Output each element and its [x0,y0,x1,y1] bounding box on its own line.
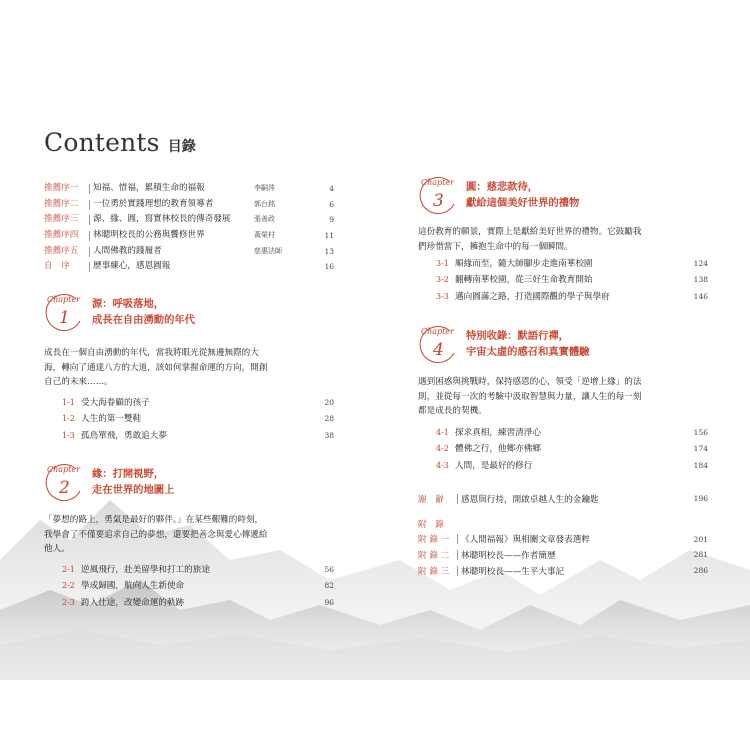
list-item[interactable] [62,411,334,427]
section-title: 翻轉南華校園，從三好生命教育開始 [455,275,593,286]
divider [89,262,90,272]
chapter-title [92,467,174,498]
list-item[interactable] [62,562,334,578]
page-number: 174 [693,444,708,454]
preface-label: 自 序 [44,261,70,272]
section-code: 4-2 [436,444,449,454]
divider [457,550,458,560]
divider [89,215,90,225]
chapter-word: Chapter [47,465,80,474]
list-item[interactable] [44,244,334,260]
section-code: 1-1 [62,398,75,407]
appendix-item-label: 附 錄 一 [418,535,450,546]
list-item[interactable] [418,531,708,547]
intro-line: 成長在一個自由湧動的年代，當我將眼光從無邊無際的大 [44,348,259,358]
section-title: 受大海眷顧的孩子 [81,398,150,408]
list-item[interactable] [436,425,708,441]
preface-title: 知福、惜福，累積生命的福報 [93,183,205,193]
chapter-4-heading[interactable] [418,325,590,365]
chapter-title-line1: 緣：打開視野， [92,468,165,480]
chapter-number: 3 [433,191,444,211]
list-item[interactable] [418,547,708,563]
list-item[interactable] [44,259,334,275]
contents-title [44,128,196,157]
intro-line: 們珍惜當下，擁抱生命中的每一個瞬間。 [418,241,573,252]
section-code: 3-3 [436,291,449,301]
section-title: 體佛之行，他鄉亦佛鄉 [455,444,541,455]
chapter-badge [418,325,458,365]
chapter-title-line1: 源：呼吸落地， [92,298,165,310]
chapter-title [92,297,195,328]
chapter-title-line1: 特別收錄：默語行禪， [466,330,569,342]
chapter-badge [44,463,84,503]
chapter-2-intro [44,513,334,557]
section-title: 逆風飛行，赴美留學和打工的旅途 [81,565,210,575]
list-item[interactable] [44,228,334,244]
page-number: 201 [693,534,708,544]
section-title: 順緣而至，隨大師腳步走進南華校園 [455,259,593,269]
thanks-label: 謝 辭 [418,494,444,505]
divider [457,566,458,576]
page-number: 38 [324,430,334,440]
chapter-word: Chapter [421,327,454,336]
preface-label: 推薦序四 [44,230,79,241]
intro-line: 我學會了不僅要追求自己的夢想，還要把善念與愛心傳遞給 [44,529,268,540]
chapter-number: 1 [59,308,70,328]
intro-line: 則，並從每一次的考驗中汲取智慧與力量，讓人生的每一刻 [418,391,642,402]
section-title: 人生的第一雙鞋 [81,414,142,425]
chapter-3-heading[interactable] [418,176,579,216]
divider [457,534,458,544]
list-item[interactable] [62,428,334,444]
page-number: 82 [324,581,334,591]
page-number: 11 [324,231,334,241]
chapter-4-intro [418,375,708,419]
page-number: 6 [329,199,334,209]
chapter-word: Chapter [47,295,80,304]
appendix-item-label: 附 錄 三 [418,566,450,577]
page-number: 56 [324,565,334,574]
thanks-title: 感恩與行持，開啟卓越人生的金鑰匙 [461,494,599,505]
title-english: Contents [44,128,160,157]
preface-label: 推薦序五 [44,245,79,256]
preface-author: 黃榮村 [254,231,275,240]
preface-author: 張善政 [254,215,275,224]
divider [89,200,90,210]
chapter-title-line2: 成長在自由湧動的年代 [92,313,195,326]
page-number: 13 [324,246,334,256]
intro-line: 「夢想的路上，勇氣是最好的夥伴。」在某些艱難的時刻， [44,515,264,525]
list-item[interactable] [418,563,708,579]
page-number: 4 [329,184,334,193]
chapter-1-heading[interactable] [44,293,195,333]
preface-author: 郭台銘 [254,199,275,208]
appendix-title: 《人間福報》與相關文章發表選粹 [461,535,590,546]
preface-title: 林聰明校長的公務與饗修世界 [93,230,205,241]
list-item[interactable] [44,212,334,228]
section-code: 1-2 [62,414,75,424]
chapter-title-line1: 圓：慈悲款待， [466,181,539,193]
chapter-title [466,180,579,211]
page-number: 156 [693,428,708,437]
thanks-item[interactable] [418,491,708,507]
chapter-1-sections [62,395,334,444]
page-number: 9 [329,215,334,225]
section-code: 4-3 [436,460,449,470]
page-number: 184 [693,460,708,470]
section-code: 3-2 [436,275,449,285]
section-title: 跨入仕途，改變命運的軌跡 [81,597,185,608]
intro-line: 他人。 [44,544,70,555]
page-number: 286 [693,566,708,576]
list-item[interactable] [62,395,334,411]
list-item[interactable] [436,256,708,272]
chapter-3-sections [436,256,708,305]
page-number: 196 [693,494,708,504]
list-item[interactable] [44,197,334,213]
section-code: 2-3 [62,597,75,607]
section-title: 人間，是最好的修行 [455,460,533,471]
section-title: 探求真相，練習清淨心 [455,428,541,438]
divider [89,247,90,257]
back-matter [418,491,708,578]
intro-line: 這份教育的願景，實際上是獻給美好世界的禮物。它鼓勵我 [418,227,642,237]
appendix-title: 林聰明校長——生平大事記 [461,566,565,577]
intro-line: 都是成長的契機。 [418,406,487,417]
chapter-1-intro [44,346,334,390]
preface-list [44,181,334,275]
title-chinese: 目錄 [167,139,196,155]
section-code: 4-1 [436,428,449,437]
list-item[interactable] [436,458,708,474]
preface-title: 源、緣、圓，寫實林校長的傳奇發展 [93,214,231,225]
appendix-item-label: 附 錄 二 [418,550,450,561]
chapter-badge [44,293,84,333]
page-number: 146 [693,291,708,301]
chapter-title [466,329,590,360]
preface-label: 推薦序三 [44,214,79,225]
list-item[interactable] [44,181,334,197]
intro-line: 遇到困惑與挑戰時，保持感恩的心，領受「逆增上緣」的法 [418,377,642,387]
chapter-4-sections [436,425,708,474]
section-code: 2-1 [62,565,75,574]
appendix-title: 林聰明校長——作者簡歷 [461,550,556,561]
divider [89,184,90,194]
intro-line: 海，轉向了通達八方的大道，該如何掌握命運的方向，開創 [44,362,268,373]
chapter-number: 2 [59,478,70,498]
preface-author: 李嗣涔 [254,184,275,192]
section-code: 3-1 [436,259,449,268]
appendix-label: 附 錄 [418,519,444,530]
preface-author: 慈惠法師 [254,246,282,255]
page-number: 28 [324,414,334,424]
divider [457,494,458,504]
chapter-2-sections [62,562,334,611]
divider [89,231,90,241]
intro-line: 自己的未來……。 [44,377,113,388]
preface-label: 推薦序一 [44,183,79,193]
chapter-title-line2: 走在世界的地圖上 [92,483,175,496]
chapter-word: Chapter [421,178,454,187]
list-item[interactable] [62,578,334,594]
page-number: 96 [324,597,334,607]
list-item[interactable] [62,595,334,611]
chapter-title-line2: 獻給這個美好世界的禮物 [466,196,580,209]
chapter-title-line2: 宇宙太虛的感召和真實體驗 [466,345,590,358]
appendix-heading [418,516,708,532]
section-title: 邁向圓滿之路，打造國際觀的學子與學府 [455,291,610,302]
preface-title: 歷事練心，感恩圓報 [93,261,171,272]
page-number: 138 [693,275,708,285]
page-number: 124 [693,259,708,268]
chapter-number: 4 [433,340,444,360]
preface-label: 推薦序二 [44,198,79,209]
chapter-2-heading[interactable] [44,463,174,503]
section-code: 2-2 [62,581,75,591]
list-item[interactable] [436,289,708,305]
preface-title: 人間佛教的踐履者 [93,245,162,256]
page-number: 281 [693,550,708,560]
section-title: 孤鳥單飛，勇敢追大夢 [81,430,167,441]
page-number: 20 [324,398,334,407]
list-item[interactable] [436,272,708,288]
section-title: 學成歸國，航向人生新使命 [81,581,185,592]
list-item[interactable] [436,441,708,457]
preface-title: 一位勇於實踐理想的教育領導者 [93,198,214,209]
section-code: 1-3 [62,430,75,440]
chapter-3-intro [418,225,708,254]
page-number: 16 [324,262,334,272]
chapter-badge [418,176,458,216]
